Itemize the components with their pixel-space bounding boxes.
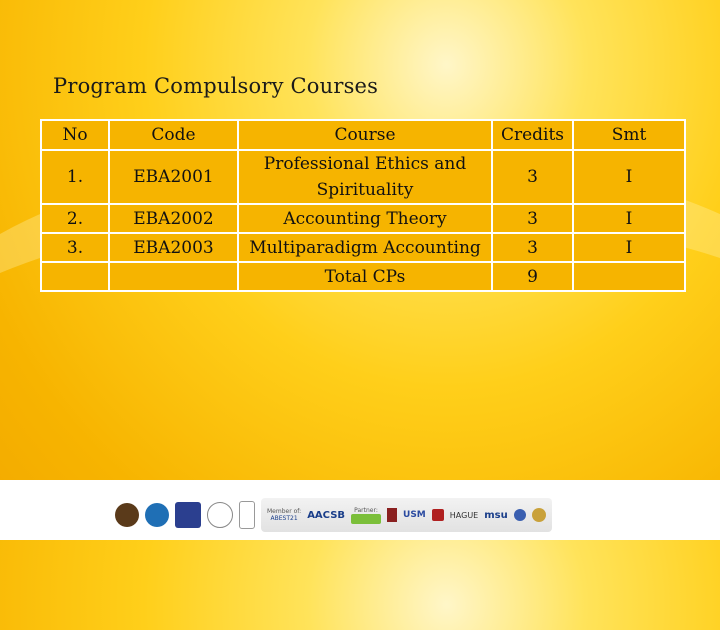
msu-logo: msu (484, 509, 508, 521)
footer-logos (115, 495, 615, 535)
cell-no-empty (41, 262, 109, 291)
table-row (41, 150, 685, 204)
header-code: Code (109, 120, 238, 150)
total-credits: 9 (492, 262, 573, 291)
courses-table (40, 119, 686, 292)
cell-credits: 3 (492, 233, 573, 262)
round-logo-icon (514, 509, 526, 521)
university-crest-icon (115, 503, 139, 527)
header-course: Course (238, 120, 492, 150)
total-label: Total CPs (238, 262, 492, 291)
cell-course: Professional Ethics and Spirituality (238, 150, 492, 204)
cell-code: EBA2002 (109, 204, 238, 233)
cell-credits: 3 (492, 204, 573, 233)
cell-credits: 3 (492, 150, 573, 204)
certificate-logo-icon (239, 501, 255, 529)
usm-logo: USM (403, 510, 426, 520)
cell-no: 2. (41, 204, 109, 233)
partner-label: Partner: (354, 506, 378, 514)
aacsb-logo: AACSB (307, 509, 346, 521)
red-logo-icon (432, 509, 444, 521)
crest-logo-icon (387, 508, 397, 522)
cell-smt-empty (573, 262, 685, 291)
table-row (41, 233, 685, 262)
registered-logo-icon (207, 502, 233, 528)
header-smt: Smt (573, 120, 685, 150)
cell-course: Multiparadigm Accounting (238, 233, 492, 262)
table-row (41, 204, 685, 233)
cell-course: Accounting Theory (238, 204, 492, 233)
slide-title: Program Compulsory Courses (53, 74, 379, 98)
globe-logo-icon (145, 503, 169, 527)
table-header-row (41, 120, 685, 150)
hague-logo: HAGUE (449, 510, 479, 520)
abest-logo: ABEST21 (270, 515, 298, 522)
cell-smt: I (573, 204, 685, 233)
cell-code: EBA2003 (109, 233, 238, 262)
cell-code: EBA2001 (109, 150, 238, 204)
seal-logo-icon (532, 508, 546, 522)
table-total-row (41, 262, 685, 291)
partner-logo-icon (351, 514, 381, 524)
cell-smt: I (573, 233, 685, 262)
cell-smt: I (573, 150, 685, 204)
member-label: Member of: (267, 508, 302, 515)
faculty-logo-icon (175, 502, 201, 528)
membership-partner-box (261, 498, 552, 532)
cell-no: 3. (41, 233, 109, 262)
header-no: No (41, 120, 109, 150)
cell-no: 1. (41, 150, 109, 204)
header-credits: Credits (492, 120, 573, 150)
cell-code-empty (109, 262, 238, 291)
